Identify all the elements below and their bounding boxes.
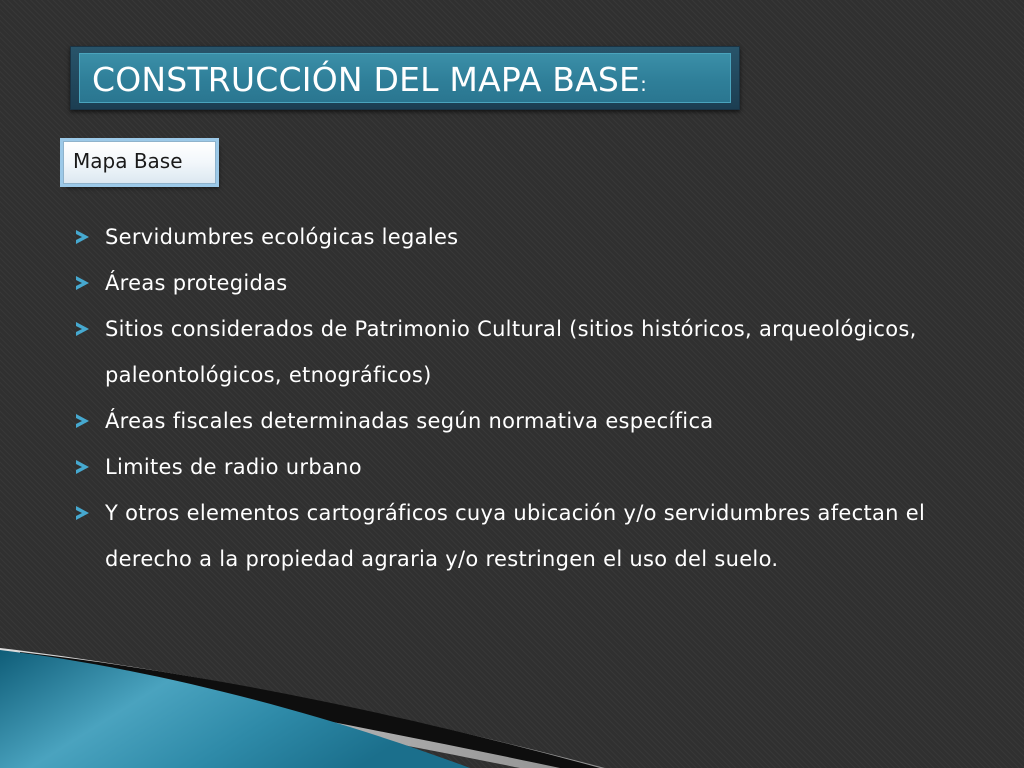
subtitle-label: Mapa Base xyxy=(73,149,183,173)
bullet-text: Limites de radio urbano xyxy=(105,455,362,479)
bullet-text: Y otros elementos cartográficos cuya ubicación y/o servidumbres afectan el derecho a la propiedad agraria y/o restringen el uso del suelo. xyxy=(105,501,926,571)
bullet-arrow-icon xyxy=(76,322,89,336)
bullet-item xyxy=(74,214,954,260)
title-text: CONSTRUCCIÓN DEL MAPA BASE xyxy=(92,60,641,99)
bullet-text: Áreas protegidas xyxy=(105,271,288,295)
bullet-item xyxy=(74,398,954,444)
bullet-arrow-icon xyxy=(76,460,89,474)
bullet-arrow-icon xyxy=(76,230,89,244)
swoosh-teal-band xyxy=(0,650,470,768)
bullet-item xyxy=(74,490,954,582)
subtitle-tab xyxy=(63,141,216,184)
swoosh-black-band xyxy=(20,652,600,768)
title-frame xyxy=(70,46,740,110)
swoosh-grey-band xyxy=(0,648,605,768)
bullet-item xyxy=(74,306,954,398)
bullet-item xyxy=(74,260,954,306)
bullet-text: Servidumbres ecológicas legales xyxy=(105,225,459,249)
bullet-arrow-icon xyxy=(76,276,89,290)
bullet-item xyxy=(74,444,954,490)
slide-title xyxy=(92,60,647,99)
bullet-arrow-icon xyxy=(76,506,89,520)
bullet-list xyxy=(74,214,954,582)
bullet-text: Sitios considerados de Patrimonio Cultural (sitios históricos, arqueológicos, paleontológicos, etnográficos) xyxy=(105,317,917,387)
title-banner xyxy=(79,53,731,103)
title-colon: : xyxy=(640,72,648,96)
bullet-text: Áreas fiscales determinadas según normativa específica xyxy=(105,409,714,433)
bullet-arrow-icon xyxy=(76,414,89,428)
